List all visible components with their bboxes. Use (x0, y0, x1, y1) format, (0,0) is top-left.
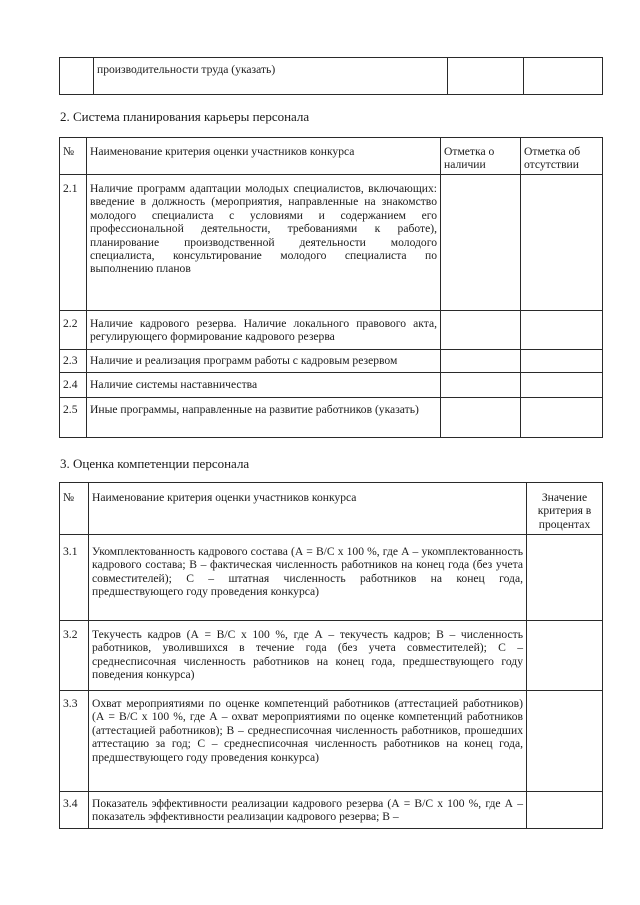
row-num: 3.3 (60, 691, 89, 792)
top-table (59, 57, 603, 95)
absent-cell (521, 175, 603, 311)
table-header-row (60, 483, 603, 535)
absent-cell (521, 350, 603, 373)
table-row (60, 373, 603, 398)
row-text: Наличие и реализация программ работы с кадровым резервом (87, 350, 441, 373)
table-row (60, 691, 603, 792)
section-2-title: 2. Система планирования карьеры персонала (60, 109, 310, 124)
present-cell (441, 175, 521, 311)
section-3-title: 3. Оценка компетенции персонала (60, 456, 250, 471)
row-num: 3.1 (60, 535, 89, 621)
row-text-cell: производительности труда (указать) (94, 58, 448, 95)
table-row (60, 175, 603, 311)
absent-cell (521, 311, 603, 350)
row-num: 2.5 (60, 398, 87, 438)
table-row (60, 398, 603, 438)
table-row (60, 621, 603, 691)
header-present: Отметка о наличии (441, 138, 521, 175)
absent-cell (521, 398, 603, 438)
row-num-cell (60, 58, 94, 95)
present-cell (441, 311, 521, 350)
present-cell (441, 398, 521, 438)
header-absent: Отметка об отсутствии (521, 138, 603, 175)
row-text: Укомплектованность кадрового состава (А = В/С x 100 %, где А – укомплектованность кадрового состава; В – фактическая численность работников на конец года (без учета совместителей); С – штатная численность работников на конец года, предшествующего году проведения конкурса) (89, 535, 527, 621)
header-name: Наименование критерия оценки участников конкурса (87, 138, 441, 175)
row-num: 2.2 (60, 311, 87, 350)
row-num: 2.1 (60, 175, 87, 311)
value-cell (527, 792, 603, 829)
value-cell (527, 535, 603, 621)
section-2-table (59, 137, 603, 438)
table-row (60, 535, 603, 621)
table-row (60, 311, 603, 350)
row-text: Показатель эффективности реализации кадрового резерва (А = В/С x 100 %, где А – показатель эффективности реализации кадрового резерва; В – (89, 792, 527, 829)
present-cell (441, 373, 521, 398)
row-text: Текучесть кадров (А = В/С x 100 %, где А – текучесть кадров; В – численность работников, уволившихся в течение года (без учета совместителей); С – среднесписочная численность работников на конец года, предшествующего году поведения конкурса) (89, 621, 527, 691)
row-text: Наличие программ адаптации молодых специалистов, включающих: введение в должность (мероприятия, направленные на знакомство молодого специалиста с условиями и содержанием его профессиональной деятельности, требованиями к работе), планирование производственной деятельности молодого специалиста, консультирование молодого специалиста по выполнению планов (87, 175, 441, 311)
present-cell (448, 58, 524, 95)
value-cell (527, 691, 603, 792)
section-3-table (59, 482, 603, 829)
row-num: 3.4 (60, 792, 89, 829)
absent-cell (524, 58, 603, 95)
row-text: Иные программы, направленные на развитие работников (указать) (87, 398, 441, 438)
table-row (60, 792, 603, 829)
absent-cell (521, 373, 603, 398)
value-cell (527, 621, 603, 691)
header-num: № (60, 483, 89, 535)
row-num: 2.4 (60, 373, 87, 398)
row-num: 2.3 (60, 350, 87, 373)
row-text: Наличие кадрового резерва. Наличие локального правового акта, регулирующего формирование кадрового резерва (87, 311, 441, 350)
header-value: Значение критерия в процентах (527, 483, 603, 535)
header-num: № (60, 138, 87, 175)
row-text: Охват мероприятиями по оценке компетенций работников (аттестацией работников) (А = В/С x 100 %, где А – охват мероприятиями по оценке компетенций работников (аттестацией работников); В – среднесписочная численность работников, прошедших аттестацию за год; С – среднесписочная численность работников на конец года, предшествующего году проведения конкурса) (89, 691, 527, 792)
row-text: Наличие системы наставничества (87, 373, 441, 398)
header-name: Наименование критерия оценки участников конкурса (89, 483, 527, 535)
table-header-row (60, 138, 603, 175)
table-row (60, 58, 603, 95)
present-cell (441, 350, 521, 373)
table-row (60, 350, 603, 373)
row-num: 3.2 (60, 621, 89, 691)
